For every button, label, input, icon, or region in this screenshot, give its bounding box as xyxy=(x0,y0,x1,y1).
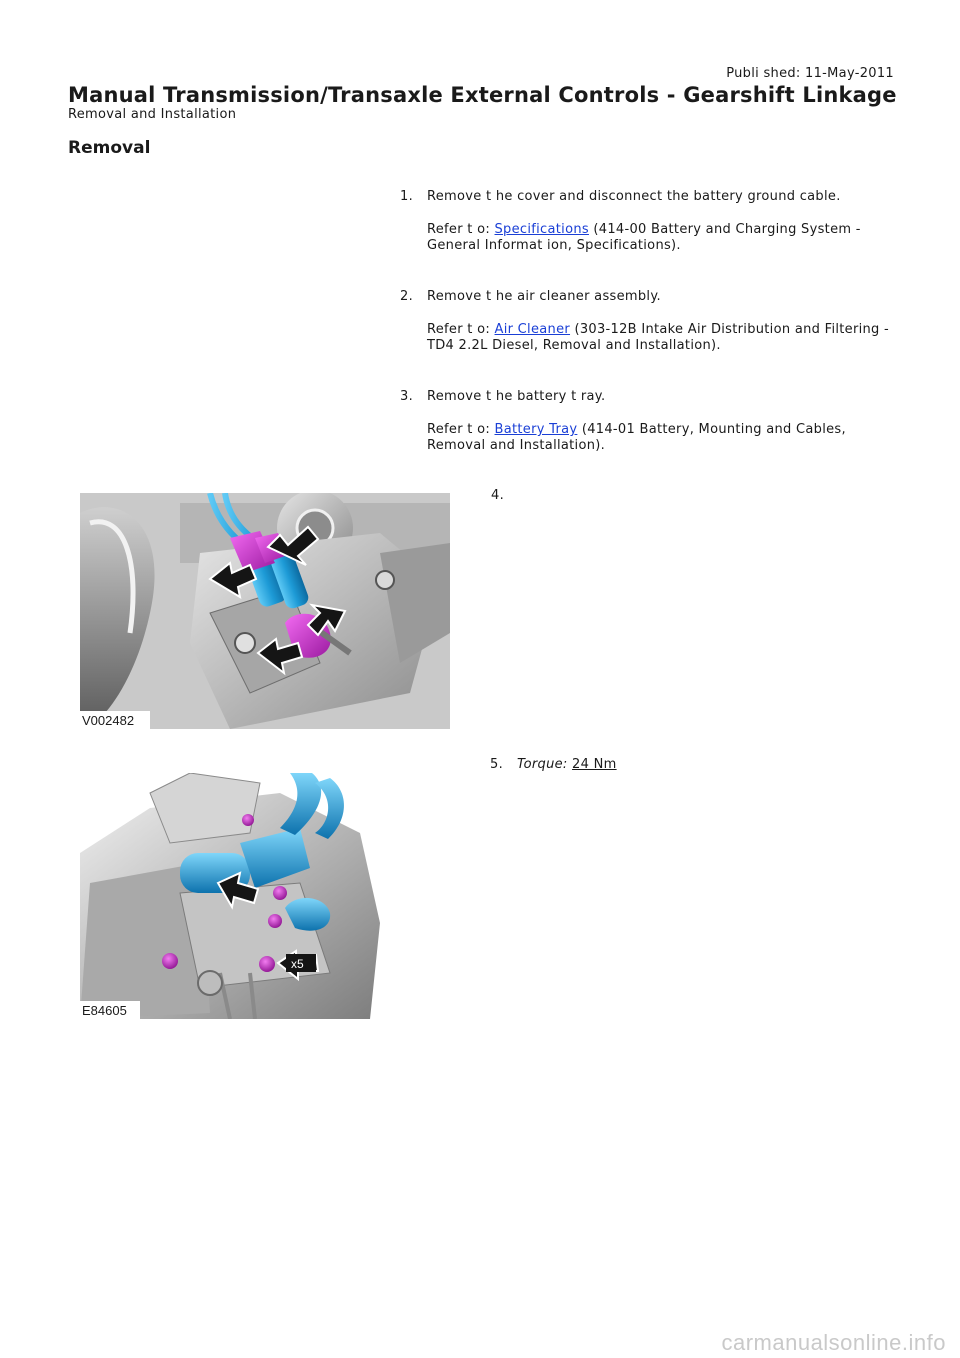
specifications-link[interactable]: Specifications xyxy=(494,222,589,237)
figure-shifter-bolts xyxy=(80,773,460,1019)
step-reference: Refer t o: Air Cleaner (303-12B Intake Air Distribution and Filtering - TD4 2.2L Diesel, Removal and Installation). xyxy=(427,322,890,353)
watermark-text: carmanualsonline.info xyxy=(721,1330,946,1355)
step-number: 5. xyxy=(490,757,504,772)
page-title: Manual Transmission/Transaxle External Controls - Gearshift Linkage xyxy=(68,83,897,107)
step-number: 1. xyxy=(400,189,414,204)
page-subtitle: Removal and Installation xyxy=(68,107,237,122)
air-cleaner-link[interactable]: Air Cleaner xyxy=(494,322,571,337)
figure-gearshift-cables xyxy=(80,493,450,729)
step-number: 4. xyxy=(491,488,505,503)
published-date: Publi shed: 11-May-2011 xyxy=(726,66,894,81)
section-heading: Removal xyxy=(68,138,151,158)
step-text: Remove t he battery t ray. xyxy=(427,389,606,404)
step-text: Remove t he cover and disconnect the battery ground cable. xyxy=(427,189,841,204)
step-1 xyxy=(400,189,890,254)
gearshift-cables-illustration xyxy=(80,493,450,729)
callout-quantity: x5 xyxy=(291,957,304,971)
torque-label: Torque: xyxy=(517,757,568,772)
battery-tray-link[interactable]: Battery Tray xyxy=(494,422,578,437)
step-3 xyxy=(400,389,890,454)
figure-code: V002482 xyxy=(82,713,135,728)
step-5 xyxy=(490,757,790,773)
torque-value: 24 Nm xyxy=(572,757,617,772)
figure-code: E84605 xyxy=(82,1003,127,1018)
shifter-bolts-illustration xyxy=(80,773,460,1019)
step-number: 3. xyxy=(400,389,414,404)
step-reference: Refer t o: Specifications (414-00 Battery and Charging System - General Informat ion, Specifications). xyxy=(427,222,861,253)
step-number: 2. xyxy=(400,289,414,304)
step-2 xyxy=(400,289,890,354)
step-text: Remove t he air cleaner assembly. xyxy=(427,289,661,304)
step-reference: Refer t o: Battery Tray (414-01 Battery, Mounting and Cables, Removal and Installation). xyxy=(427,422,846,453)
